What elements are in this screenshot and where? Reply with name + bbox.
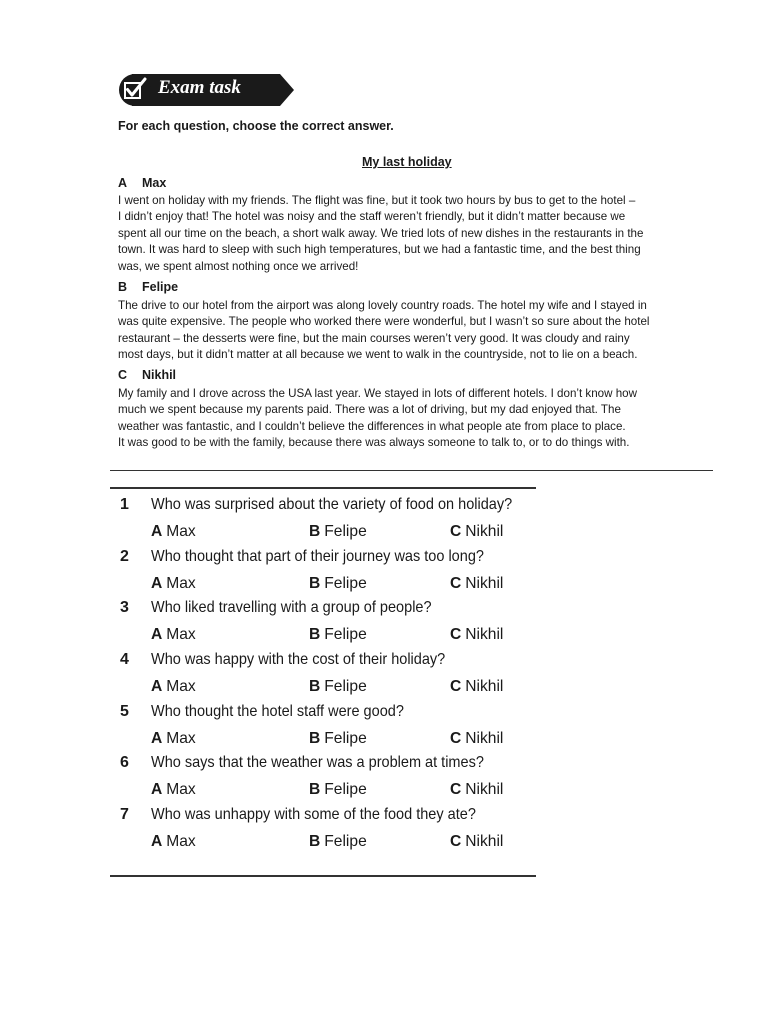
option-letter: B: [309, 523, 321, 540]
question-number: 1: [120, 496, 129, 513]
option-c[interactable]: [450, 523, 503, 541]
option-letter: C: [450, 781, 462, 798]
paragraph-line: was, we spent almost nothing once we arrived!: [118, 259, 359, 273]
paragraph-line: My family and I drove across the USA last year. We stayed in lots of different hotels. I don’t know how: [118, 387, 637, 400]
option-label: Nikhil: [465, 781, 504, 798]
option-letter: A: [151, 575, 163, 592]
option-label: Felipe: [324, 730, 367, 747]
option-label: Nikhil: [465, 730, 504, 747]
option-letter: C: [450, 626, 462, 643]
option-c[interactable]: [450, 781, 503, 799]
paragraph-line: most days, but it didn’t matter at all because we went to walk in the countryside, not to lie on a beach.: [118, 348, 638, 362]
banner-title: Exam task: [158, 77, 241, 98]
option-b[interactable]: [309, 730, 367, 748]
paragraph-line: I went on holiday with my friends. The flight was fine, but it took two hours by bus to get to the hotel –: [118, 194, 636, 207]
option-label: Max: [166, 781, 196, 798]
option-letter: A: [151, 781, 163, 798]
question-text: Who says that the weather was a problem at times?: [151, 754, 484, 771]
person-letter: B: [118, 280, 128, 294]
paragraph-line: It was good to be with the family, because there was always someone to talk to, or to do things with.: [118, 436, 630, 450]
option-label: Nikhil: [465, 575, 504, 592]
option-letter: C: [450, 730, 462, 747]
option-b[interactable]: [309, 626, 367, 644]
option-c[interactable]: [450, 833, 503, 851]
person-name: Nikhil: [142, 368, 177, 382]
option-a[interactable]: [151, 781, 196, 799]
paragraph-nikhil: [118, 386, 698, 452]
question-text: Who thought that part of their journey was too long?: [151, 548, 484, 565]
paragraph-line: I didn’t enjoy that! The hotel was noisy and the staff weren’t friendly, but it didn’t matter because we: [118, 210, 626, 224]
option-letter: B: [309, 678, 321, 695]
paragraph-line: weather was fantastic, and I couldn’t believe the differences in what people ate from place to place.: [118, 419, 626, 433]
paragraph-line: The drive to our hotel from the airport was along lovely country roads. The hotel my wife and I stayed in: [118, 299, 647, 312]
option-label: Felipe: [324, 833, 367, 850]
question-text: Who liked travelling with a group of people?: [151, 599, 432, 616]
question-number: 3: [120, 599, 129, 616]
question-number: 5: [120, 703, 129, 720]
option-b[interactable]: [309, 678, 367, 696]
question-text: Who was happy with the cost of their holiday?: [151, 651, 446, 668]
option-label: Nikhil: [465, 678, 504, 695]
person-name: Max: [142, 176, 167, 190]
option-letter: C: [450, 833, 462, 850]
option-letter: B: [309, 833, 321, 850]
section-divider: [110, 470, 713, 471]
questions-top-rule: [110, 487, 536, 489]
option-c[interactable]: [450, 730, 503, 748]
option-a[interactable]: [151, 833, 196, 851]
questions-bottom-rule: [110, 875, 536, 877]
question-number: 4: [120, 651, 129, 668]
instruction-text: For each question, choose the correct answer.: [118, 119, 394, 133]
paragraph-felipe: [118, 298, 698, 364]
option-label: Nikhil: [465, 523, 504, 540]
option-letter: A: [151, 678, 163, 695]
option-letter: C: [450, 678, 462, 695]
paragraph-max: [118, 193, 698, 275]
person-heading-a: [118, 176, 166, 190]
option-letter: B: [309, 626, 321, 643]
option-letter: B: [309, 781, 321, 798]
option-label: Felipe: [324, 781, 367, 798]
option-label: Felipe: [324, 678, 367, 695]
option-b[interactable]: [309, 781, 367, 799]
option-label: Felipe: [324, 575, 367, 592]
option-letter: B: [309, 730, 321, 747]
question-number: 7: [120, 806, 129, 823]
option-label: Nikhil: [465, 833, 504, 850]
option-label: Max: [166, 678, 196, 695]
option-letter: C: [450, 523, 462, 540]
question-text: Who was surprised about the variety of food on holiday?: [151, 496, 513, 513]
option-a[interactable]: [151, 523, 196, 541]
option-a[interactable]: [151, 730, 196, 748]
person-heading-b: [118, 280, 178, 294]
option-label: Max: [166, 523, 196, 540]
question-text: Who was unhappy with some of the food they ate?: [151, 806, 476, 823]
option-c[interactable]: [450, 678, 503, 696]
paragraph-line: was quite expensive. The people who worked there were wonderful, but I wasn’t so sure about the hotel: [118, 315, 650, 329]
option-c[interactable]: [450, 575, 503, 593]
option-letter: A: [151, 523, 163, 540]
option-label: Felipe: [324, 626, 367, 643]
question-text: Who thought the hotel staff were good?: [151, 703, 404, 720]
option-label: Nikhil: [465, 626, 504, 643]
option-a[interactable]: [151, 575, 196, 593]
paragraph-line: town. It was hard to sleep with such high temperatures, but we had a fantastic time, and the best thing: [118, 243, 641, 257]
question-number: 6: [120, 754, 129, 771]
paragraph-line: restaurant – the desserts were fine, but the main courses weren’t very good. It was cloudy and rainy: [118, 331, 630, 345]
option-label: Felipe: [324, 523, 367, 540]
option-letter: A: [151, 833, 163, 850]
option-letter: A: [151, 626, 163, 643]
exam-task-banner: [118, 74, 294, 106]
person-name: Felipe: [142, 280, 179, 294]
option-letter: B: [309, 575, 321, 592]
option-a[interactable]: [151, 678, 196, 696]
story-title: My last holiday: [362, 155, 452, 169]
option-letter: A: [151, 730, 163, 747]
person-letter: C: [118, 368, 128, 382]
option-b[interactable]: [309, 575, 367, 593]
person-heading-c: [118, 368, 176, 382]
person-letter: A: [118, 176, 128, 190]
option-b[interactable]: [309, 523, 367, 541]
option-a[interactable]: [151, 626, 196, 644]
paragraph-line: much we spent because my parents paid. There was a lot of driving, but my dad enjoyed that. The: [118, 403, 621, 417]
paragraph-line: spent all our time on the beach, a short walk away. We tried lots of new dishes in the restaurants in the: [118, 226, 644, 240]
question-number: 2: [120, 548, 129, 565]
option-c[interactable]: [450, 626, 503, 644]
option-label: Max: [166, 575, 196, 592]
option-label: Max: [166, 626, 196, 643]
option-letter: C: [450, 575, 462, 592]
option-label: Max: [166, 833, 196, 850]
option-b[interactable]: [309, 833, 367, 851]
option-label: Max: [166, 730, 196, 747]
